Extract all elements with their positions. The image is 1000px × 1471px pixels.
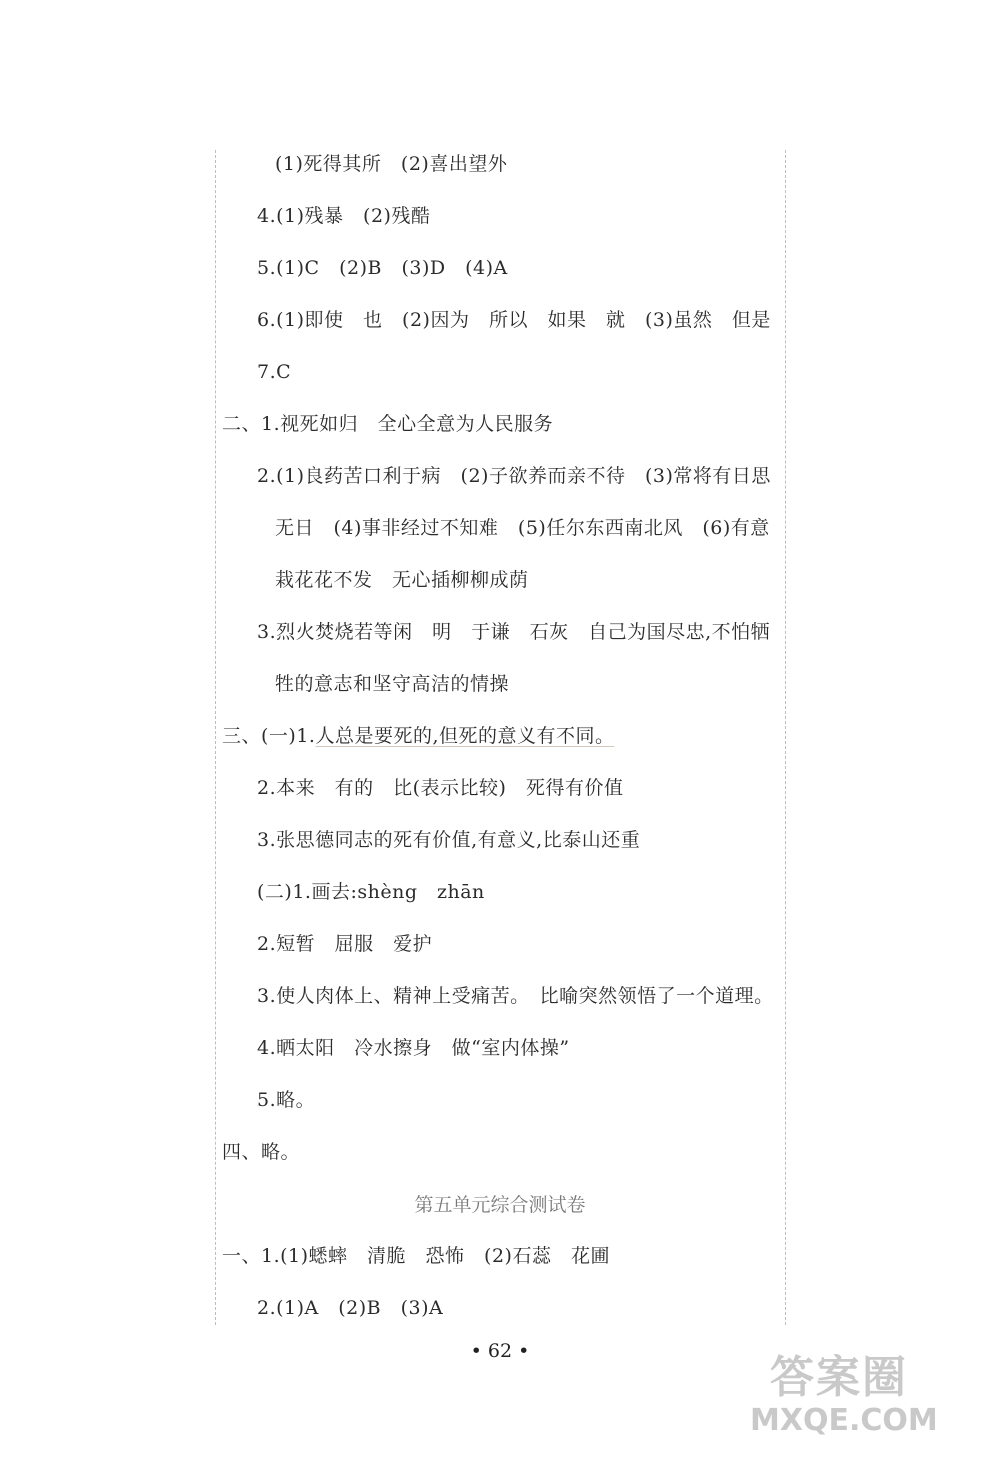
answer-line: 栽花花不发 无心插柳柳成荫 bbox=[275, 569, 529, 591]
answer-line: 四、略。 bbox=[222, 1141, 301, 1163]
watermark-logo bbox=[730, 1341, 980, 1451]
answer-line: 3.使人肉体上、精神上受痛苦。 比喻突然领悟了一个道理。 bbox=[257, 985, 774, 1007]
answer-line: 2.(1)A (2)B (3)A bbox=[257, 1297, 444, 1319]
watermark-text: 答案圈 bbox=[770, 1352, 908, 1403]
answer-line: 4.晒太阳 冷水擦身 做“室内体操” bbox=[257, 1037, 570, 1059]
answer-line: 牲的意志和坚守高洁的情操 bbox=[275, 673, 510, 695]
answer-line: 2.本来 有的 比(表示比较) 死得有价值 bbox=[257, 777, 624, 799]
answer-line: 一、1.(1)蟋蟀 清脆 恐怖 (2)石蕊 花圃 bbox=[222, 1245, 610, 1267]
answer-line: (二)1.画去:shèng zhān bbox=[257, 881, 485, 903]
answer-line: (1)死得其所 (2)喜出望外 bbox=[275, 153, 508, 175]
line-prefix: 三、(一)1. bbox=[222, 725, 316, 747]
answer-line: 无日 (4)事非经过不知难 (5)任尔东西南北风 (6)有意 bbox=[275, 517, 770, 539]
right-dashed-rule bbox=[785, 150, 786, 1325]
answer-line: 7.C bbox=[257, 361, 292, 383]
left-dashed-rule bbox=[215, 150, 216, 1325]
answer-line: 5.略。 bbox=[257, 1089, 316, 1111]
answer-line: 3.烈火焚烧若等闲 明 于谦 石灰 自己为国尽忠,不怕牺 bbox=[257, 621, 771, 643]
answer-line: 二、1.视死如归 全心全意为人民服务 bbox=[222, 413, 554, 435]
underlined-answer: 人总是要死的,但死的意义有不同。 bbox=[315, 725, 615, 747]
answer-line: 2.短暂 屈服 爱护 bbox=[257, 933, 433, 955]
section-title: 第五单元综合测试卷 bbox=[414, 1194, 586, 1216]
watermark-url: MXQE.COM bbox=[750, 1403, 938, 1438]
answer-line: 4.(1)残暴 (2)残酷 bbox=[257, 205, 431, 227]
answer-line bbox=[222, 724, 615, 748]
answer-line: 5.(1)C (2)B (3)D (4)A bbox=[257, 257, 508, 279]
answer-line: 6.(1)即使 也 (2)因为 所以 如果 就 (3)虽然 但是 bbox=[257, 309, 771, 331]
answer-line: 2.(1)良药苦口利于病 (2)子欲养而亲不待 (3)常将有日思 bbox=[257, 465, 771, 487]
page-number: • 62 • bbox=[470, 1340, 530, 1362]
answer-line: 3.张思德同志的死有价值,有意义,比泰山还重 bbox=[257, 829, 641, 851]
